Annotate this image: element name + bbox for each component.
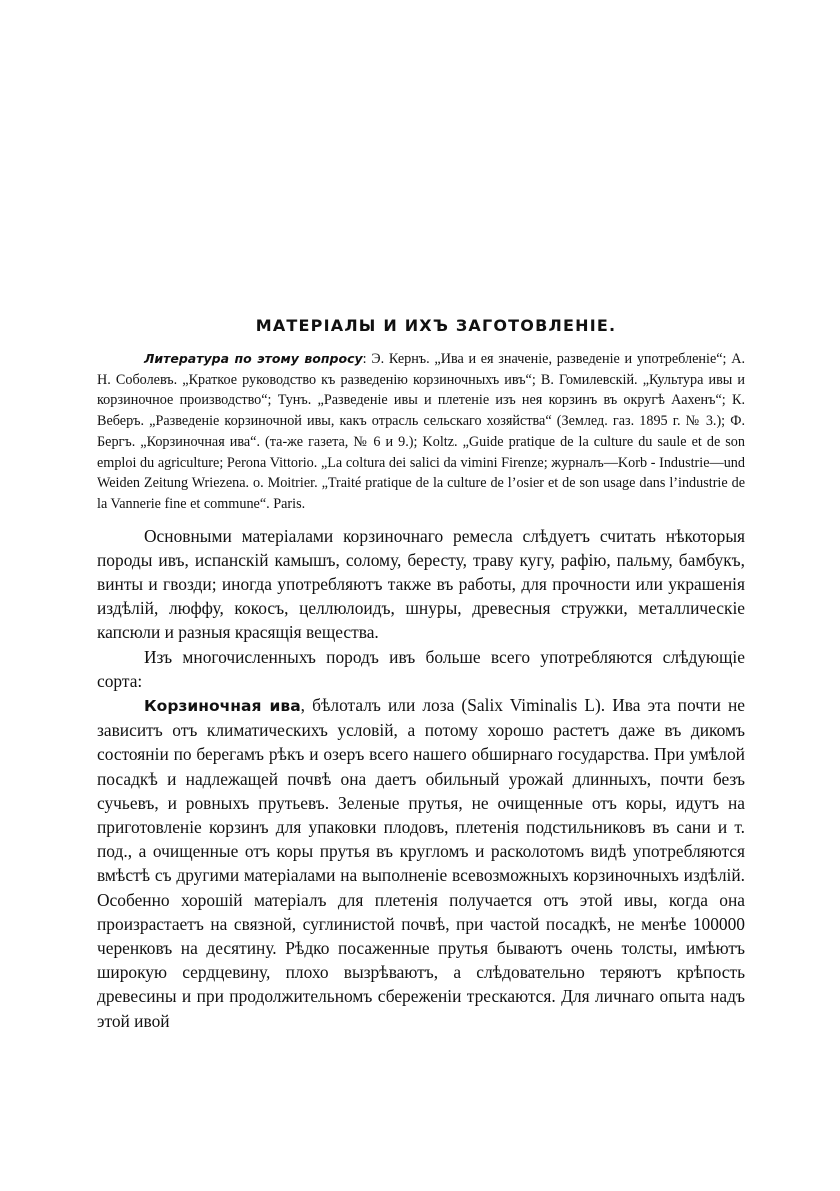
paragraph-text: Изъ многочисленныхъ породъ ивъ больше всего употребляются слѣдующіе сорта: [97, 646, 745, 691]
page-body [97, 316, 745, 1033]
term-basket-willow: Корзиночная ива [144, 697, 301, 716]
paragraph-text: , бѣлоталъ или лоза (Salix Viminalis L). Ива эта почти не зависитъ отъ климатическихъ условій, а потому хорошо растетъ даже въ дикомъ состояніи по берегамъ рѣкъ и озеръ всего нашего обширнаго государства. При умѣлой посадкѣ и надлежащей почвѣ она даетъ обильный урожай длинныхъ, почти безъ сучьевъ, и ровныхъ прутьевъ. Зеленые прутья, не очищенные отъ коры, идутъ на приготовленіе корзинъ для упаковки плодовъ, плетенія подстильниковъ въ сани и т. под., а очищенные отъ коры прутья въ кругломъ и расколотомъ видѣ употребляются вмѣстѣ съ другими матеріалами на выполненіе всевозможныхъ корзиночныхъ издѣлій. Особенно хорошій матеріалъ для плетенія получается отъ этой ивы, когда она произрастаетъ на связной, суглинистой почвѣ, при частой посадкѣ, не менѣе 100000 черенковъ на десятину. Рѣдко посаженные прутья бываютъ очень толсты, имѣютъ широкую сердцевину, плохо вызрѣваютъ, а слѣдовательно теряютъ крѣпость древесины и при продолжительномъ сбереженіи трескаются. Для личнаго опыта надъ этой ивой [97, 695, 745, 1031]
page-title: МАТЕРІАЛЫ И ИХЪ ЗАГОТОВЛЕНІЕ. [255, 316, 617, 335]
references-text: : Э. Кернъ. „Ива и ея значеніе, разведеніе и употребленіе“; А. Н. Соболевъ. „Краткое руководство къ разведенію корзиночныхъ ивъ“; В. Гомилевскій. „Культура ивы и корзиночное производство“; Тунъ. „Разведеніе ивы и плетеніе изъ нея корзинъ въ округѣ Аахенъ“; К. Веберъ. „Разведеніе корзиночной ивы, какъ отрасль сельскаго хозяйства“ (Землед. газ. 1895 г. № 3.); Ф. Бергъ. „Корзиночная ива“. (та-же газета, № 6 и 9.); Koltz. „Guide pratique de la culture du saule et de son emploi du agriculture; Perona Vittorio. „La coltura dei salici da vimini Firenze; журналъ—Korb - Industrie—und Weiden Zeitung Wriezena. o. Moitrier. „Traité pratique de la culture de l’osier et de son usage dans l’industrie de la Vannerie fine et commune“. Paris. [97, 351, 745, 512]
body-paragraph-basket-willow [97, 693, 745, 1033]
references-paragraph [97, 349, 745, 515]
body-paragraph-materials [97, 524, 745, 645]
paragraph-text: Основными матеріалами корзиночнаго ремесла слѣдуетъ считать нѣкоторыя породы ивъ, испанскій камышъ, солому, бересту, траву кугу, рафію, пальму, бамбукъ, винты и гвозди; иногда употребляютъ также въ работы, для прочности или украшенія издѣлій, люффу, кокосъ, целлюлоидъ, шнуры, древесныя стружки, металлическіе капсюли и разныя красящія вещества. [97, 525, 745, 643]
body-paragraph-willow-sorts [97, 645, 745, 693]
references-label: Литература по этому вопросу [144, 351, 363, 366]
